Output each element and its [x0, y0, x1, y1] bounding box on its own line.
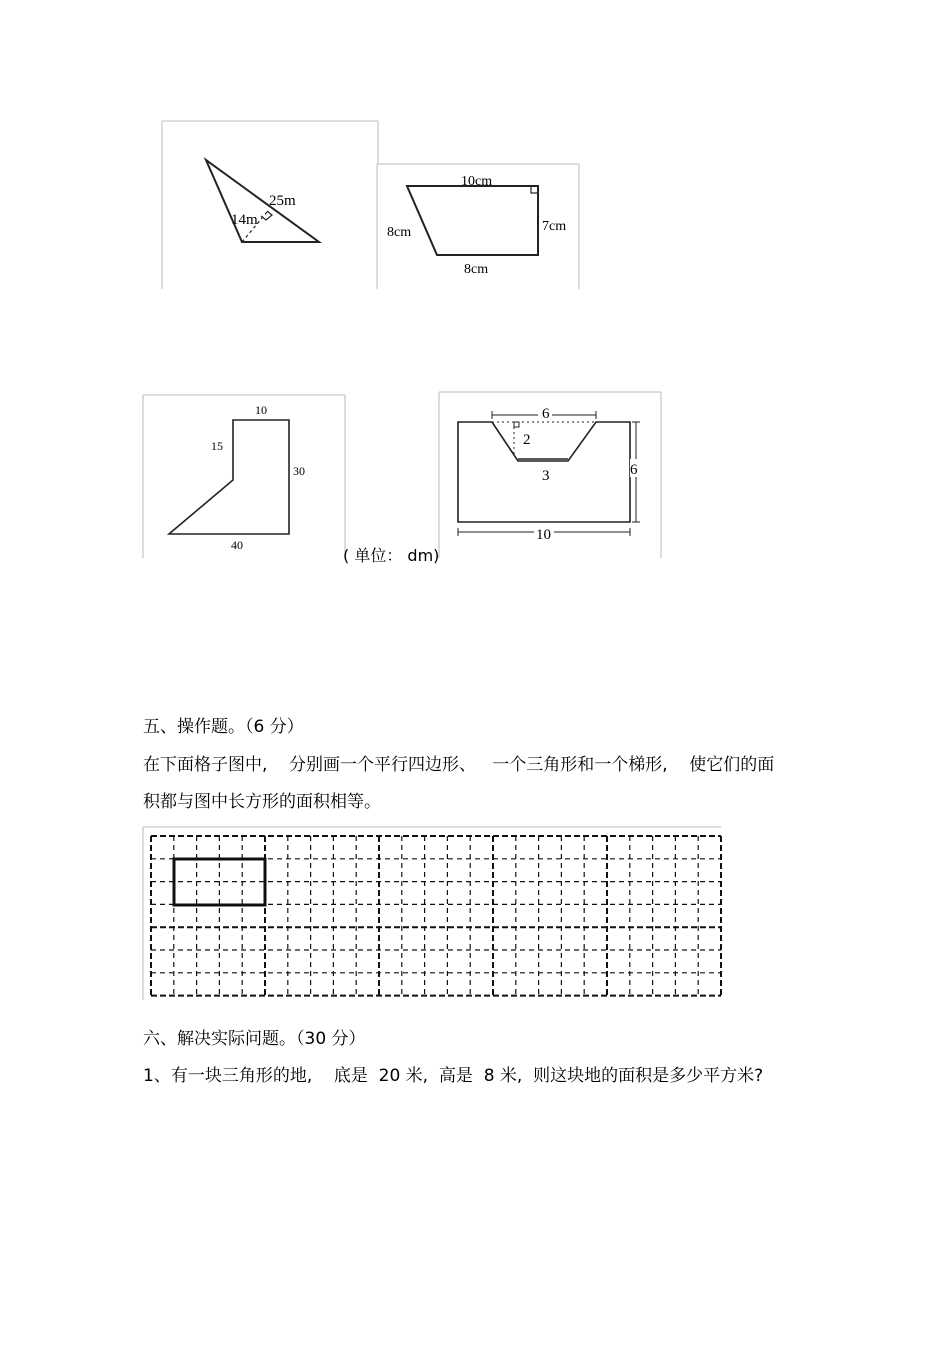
bottom-label: 8cm	[464, 262, 489, 277]
section6-q1: 1、有一块三角形的地, 底是 20 米, 高是 8 米, 则这块地的面积是多少平方米?	[143, 1066, 764, 1086]
right-label: 6	[630, 462, 638, 478]
section6-heading: 六、解决实际问题。（30 分）	[143, 1029, 366, 1049]
depth-label: 2	[523, 432, 531, 448]
left-label: 15	[211, 439, 223, 453]
trapezoid-figure	[376, 163, 580, 290]
right-label: 30	[293, 464, 305, 478]
composite-shape	[169, 420, 289, 534]
left-label: 8cm	[387, 225, 412, 240]
top-label: 10cm	[461, 174, 493, 189]
grid-paper	[142, 826, 722, 1001]
section5-line1: 在下面格子图中, 分别画一个平行四边形、 一个三角形和一个梯形, 使它们的面	[143, 755, 775, 775]
top-label: 10	[255, 403, 267, 417]
triangle-shape	[206, 160, 319, 242]
composite-figure	[142, 394, 346, 559]
section5-heading: 五、操作题。（6 分）	[143, 717, 304, 737]
unit-note: ( 单位： dm)	[343, 546, 440, 565]
right-label: 7cm	[542, 219, 567, 234]
rect-cut-figure	[438, 391, 662, 559]
height-label: 14m	[231, 212, 258, 228]
trapezoid-shape	[407, 186, 538, 255]
bottom-cut-label: 3	[542, 468, 550, 484]
triangle-figure	[161, 120, 379, 290]
top-label: 6	[542, 406, 550, 422]
section5-line2: 积都与图中长方形的面积相等。	[143, 792, 381, 812]
bottom-label: 40	[231, 538, 243, 552]
base-label: 10	[536, 527, 551, 543]
right-angle-mark	[531, 186, 538, 193]
hyp-label: 25m	[269, 193, 296, 209]
